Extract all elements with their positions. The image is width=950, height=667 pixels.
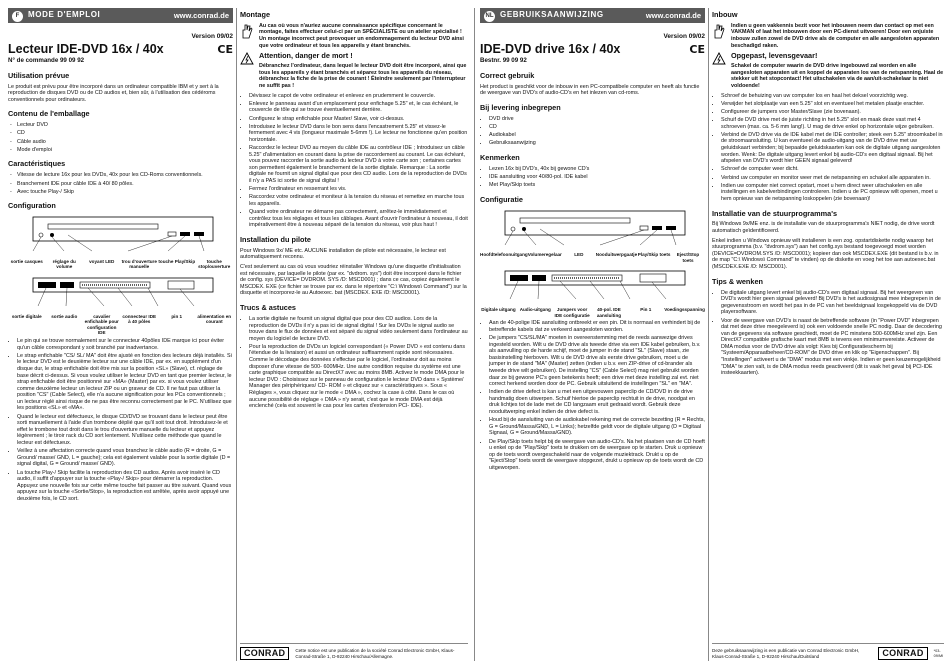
back-label: 40-pol. IDE aansluiting [596,306,622,318]
column-divider [236,8,237,661]
list-item: • Indien uw computer niet correct opstart, moet u hem direct weer uitschakelen en alle instellingen en kabelverbindingen controleren. Indien u de PC opnieuw wilt openen, moet u hem opnieuw van de netspanning loskoppelen (zie bovenaan)! [721,183,944,203]
conrad-logo: CONRAD [878,647,927,660]
dutch-language-badge: NL [484,11,495,22]
front-label: touche Play/Skip [158,258,196,264]
list-item: • Audiokabel [489,132,705,139]
footer-text: Deze gebruiksaanwijzing is een publicatie van Conrad Electronic GmbH, Klaus-Conrad-Straße 1, D-92240 Hirschau/Duitsland [712,647,860,659]
dutch-product-title: IDE-DVD drive 16x / 40x [480,41,621,56]
list-item: • De jumpers "CS/SL/MA" moeten in overeenstemming met de reeds aanwezige drives ingesteld worden. Wilt u de DVD drive als tweede drive via een IDE kabel gebruiken, b.v. als aanvulling op de harde schijf, moet de jumper in de stand "SL" (Slave) staan, zie basisinstelling hierboven. Wilt u de DVD drive als eerste drive gebruiken, moet u de jumper in de stand "MA" (Master) zetten (indien u b.v. een ZIP-drive of cd-brander als tweede drive wilt gebruiken). De instelling "CS" (Cable Select) mag niet gebruikt worden daar ze bij gewone PC's geen betekenis heeft; een drive met deze instelling zal evt. niet correct herkend worden door de PC. Gebruik uitsluitend de instellingen "SL" en "MA". [489,335,705,388]
specs-list [480,166,705,189]
column-divider [708,8,709,661]
section-heading-contents: Bij levering inbegrepen [480,102,561,112]
french-header-bar [8,8,233,23]
list-item: - Vitesse de lecture 16x pour les DVDs, 40x pour les CD-Roms conventionnels. [17,172,233,179]
list-item: - Avec touche Play-/ Skip [17,189,233,196]
list-item: • Lezen 16x bij DVD's, 40x bij gewone CD's [489,166,705,173]
list-item: • Configureer de jumpers voor Master/Slave (zie bovenaan). [721,109,944,116]
list-item: - CD [17,130,233,137]
french-column-1 [8,8,233,660]
section-heading-config: Configuration [8,201,56,211]
tips-list [240,316,468,410]
config-bullets [480,320,705,471]
list-item: • Voor de weergave van DVD's is naast de betreffende software (in "Power DVD" inbegrepen dat met deze drive meegeleverd is) ook een voldoende snelle PC nodig. Daar de decodering van de gegevens via software geschiedt, moet de PC minstens 500-600MHz snel zijn. Een DirectX7 compatible grafische kaart met 8MB is tevens een minimumvereiste. Activeer de DMA modus voor de DVD drive als volgt: Kies bij Configuratiescherm bij "Systeem/Apparaatbeheer/CD-ROM" de DVD drive en klik op "Eigenschappen". Bij "Instellingen" activeert u de "DMA" modus met een vinkje. Indien er geen keuzemogelijkheid "DMA" te zien valt, is de DMA modus reeds geactiveerd (dit is vaak het geval bij PCI-IDE insteekkaarten). [721,318,944,377]
list-item: • Met Play/Skip toets [489,182,705,189]
list-item: • Quand le lecteur est défectueux, le disque CD/DVD se trouvant dans le lecteur peut être sorti manuellement à l'aide d'un trombone déplié que qu'il soit tout droit. Introduisez-le et effet le trombone tout droit dans le trou d'ouverture manuelle du lecteur et appuyez légèrement ; le tiroir rack du CD sort lentement. N'utilisez cette méthode que quand le lecteur est défectueux. [17,414,233,447]
list-item: • Dévissez le capot de votre ordinateur et enlevez en prudemment le couvercle. [249,93,468,100]
drive-front-diagram [480,209,705,264]
back-label: sortie digitale [11,313,42,319]
section-heading-contents: Contenu de l'emballage [8,109,90,119]
dutch-footer [712,643,944,660]
drive-back-diagram [8,274,233,336]
french-product-title: Lecteur IDE-DVD 16x / 40x [8,41,164,56]
expert-warning-text: Indien u geen vakkennis bezit voor het inbouwen neem dan contact op met een VAKMAN of laat het inbouwen door een PC-dienst uitvoeren! Door een onjuiste inbouw zullen zowel de DVD drive als de computer en alle aangesloten apparaten beschadigd raken. [731,22,940,49]
list-item: - Mode d'emploi [17,147,233,154]
use-paragraph: Le produit est prévu pour être incorporé dans un ordinateur compatible IBM et y sert à la reproduction de disques DVD ou de CD audios et, bien sûr, à l'utilisation des cédéroms conventionnels pour ordinateurs. [8,83,219,103]
front-label: Eject/Stop toets [676,252,700,263]
drive-back-diagram [480,267,705,318]
expert-warning-text: Au cas où vous n'auriez aucune connaissance spécifique concernant le montage, faites effectuer celui-ci par un SPÉCIALISTE ou un atelier spécialisé ! Un montage incorrect peut provoquer un endommagement du lecteur DVD ainsi que votre ordinateur et tous les appareils y étant branchés. [259,22,464,49]
driver-paragraph-1: Bij Windows 9x/ME enz. is de installatie van de stuurprogramma's NIET nodig, de drive wordt automatisch geïdentificeerd. [712,221,935,235]
drive-front-diagram [8,215,233,270]
list-item: • Aan de 40-polige IDE aansluiting ontbreekt er een pin. Dit is normaal en verhindert bij de betreffende kabels dat ze verkeerd aangesloten worden. [489,320,705,333]
section-heading-specs: Caractéristiques [8,159,66,169]
front-label: voyant LED [89,258,115,264]
danger-text: Débranchez l'ordinateur, dans lequel le lecteur DVD doit être incorporé, ainsi que tous les appareils y étant branchés et séparez tous les appareils du réseau, débranchez la fiche de la prise de courant ! Éteindre seulement par l'interrupteur ne suffit pas ! [259,63,467,89]
danger-warning [712,52,944,89]
danger-heading: Opgepast, levensgevaar! [731,51,818,61]
front-label: Play/Skip toets [637,252,671,258]
section-heading-driver: Installation du pilote [240,234,311,244]
list-item: - Lecteur DVD [17,122,233,129]
danger-warning [240,52,468,89]
list-item: • De Play/Skip toets helpt bij de weergave van audio-CD's. Na het plaatsen van de CD hoeft u enkel op de "Play/Skip" toets te drukken om de weergave op te starten. Druk u opnieuw op de toets wordt overgeschakeld naar de volgende muziektrack. Drukt u op de "Eject/Stop" toets wordt de weergave stopgezet, drukt u opnieuw op de toets wordt de CD uitgeworpen. [489,439,705,472]
drive-back-illustration [480,267,705,303]
list-item: • Quand votre ordinateur ne démarre pas correctement, arrêtez-le immédiatement et contrôlez tous les réglages et tous les câblages. Avant d'ouvrir l'ordinateur à nouveau, il doit impérativement être à nouveau séparé de la tension du réseau, voir plus haut ! [249,209,468,229]
front-label: Nooduitwerpgaatje [595,252,638,258]
footer-text: Cette notice est une publication de la société Conrad Electronic GmbH, Klaus-Conrad-Straße 1, D-92240 Hirschau/Allemagne. [295,647,455,659]
section-heading-use: Utilisation prévue [8,70,70,80]
ce-mark: CE [689,42,705,56]
list-item: • Configurez le strap enfichable pour Master/ Slave, voir ci-dessus. [249,116,468,123]
section-heading-config: Configuratie [480,194,523,204]
dutch-header-title: GEBRUIKSAANWIJZING [500,9,604,19]
section-heading-tips: Trucs & astuces [240,303,296,313]
back-label: Pin 1 [640,306,652,312]
back-label: pin 1 [171,313,183,319]
lightning-warning-icon [712,52,726,89]
list-item: • Fermez l'ordinateur en resserrant les vis. [249,186,468,193]
driver-paragraph-1: Pour Windows 9x/ ME etc. AUCUNE installation de pilote est nécessaire, le lecteur est automatiquement reconnu. [240,247,446,261]
mount-steps [712,93,944,203]
list-item: • Houd bij de aansluiting van de audiokabel rekening met de correcte bezetting (R = Rechts, G = Ground/Massa/GND, L = Links); hetzelfde geldt voor de digitale uitgang (D = Digitaal Signaal, G = Ground/Massa/GND). [489,417,705,437]
french-footer [240,643,468,660]
ce-mark: CE [217,42,233,56]
french-header-title: MODE D'EMPLOI [28,9,101,19]
french-header-url[interactable]: www.conrad.de [173,10,229,20]
expert-warning [240,23,468,49]
back-label: connecteur IDE à 40 pôles [122,313,157,325]
front-label: trou d'ouverture manuelle [121,258,157,270]
mount-steps [240,93,468,229]
drive-back-illustration [8,274,233,310]
dutch-order-number: Bestnr. 99 09 92 [480,57,527,65]
print-code: *03-09/MI [933,648,944,658]
hand-warning-icon [240,23,254,49]
driver-paragraph-2: Enkel indien u Windows opnieuw wilt installeren is een zog. opstartdiskette nodig waarop het stuurprogramma (b.v. "dvdrom.sys") aan het config.sys bestand toegevoegd moet worden (DEVICE=DVDROM.SYS /D: MSCD001); kopieer dan ook MSCDEX.EXE (dit bestand is b.v. in de map "C:\ Windows\ Command" te vinden) op de diskette en voeg het toe aan autoexec.bat (MSCDEX.EXE /D: MSCD001). [712,237,939,271]
dutch-version: Version 09/02 [663,33,705,40]
section-heading-use: Correct gebruik [480,70,535,80]
list-item: • Raccordez votre ordinateur et moniteur à la tension du réseau et remettez en marche tous les appareils. [249,194,468,207]
list-item: - Branchement IDE pour câble IDE à 40/ 80 pôles. [17,181,233,188]
front-label: réglage du volume [52,258,76,270]
list-item: • Le pin qui se trouve normalement sur le connecteur 40pôles IDE marque ici pour éviter qu'un câble correspondant y soit branché par inadvertance. [17,338,233,351]
dutch-column-1 [480,8,705,660]
column-divider [474,8,475,661]
back-label: Audio-uitgang [519,306,551,312]
front-label: Volumeregelaar [527,252,562,258]
front-label: Hoofdtelefoonuitgang [480,252,528,258]
list-item: • Verwijder het slotplaatje van een 5.25" slot en eventueel het metalen plaatje erachter. [721,101,944,108]
drive-front-illustration [8,215,233,255]
dutch-column-2 [712,8,944,660]
list-item: • Verbind de DVD drive via de IDE kabel met de IDE controller; steek een 5.25" stroomkabel in de stroomaansluiting. U kan eventueel de audio-uitgang van de DVD drive met uw geluidskaart verbinden; bij bepaalde geluidskaarten kan ook de digitale uitgang aangesloten worden. Wenk: De digitale uitgang levert enkel bij audio-CD's een digitaal signaal. Bij het afspelen van DVD's wordt hier GEEN signaal geleverd! [721,132,944,165]
danger-heading: Attention, danger de mort ! [259,51,353,61]
list-item: • Indien de drive defect is kan u met een uitgevouwen paperclip de CD/DVD in de drive handmatig doen uitwerpen. Schuif hiertoe de paperclip rechtuit in de drive, noodgat en druk lichtjes tot de lade met de CD langzaam eruit gedraaid wordt. Gebruik deze nooduitwerping enkel indien de drive defect is. [489,389,705,415]
danger-text: Schakel de computer waarin de DVD drive ingebouwd zal worden en alle aangesloten apparaten uit en koppel de apparaten los van de netspanning. Haal de stekker uit het stopcontact! Het uitschakelen via de aan/uit-schakelaar is niet voldoende! [731,63,944,89]
front-label: LED [574,252,584,258]
list-item: • Schuif de DVD drive met de juiste richting in het 5.25" slot en maak deze vast met 4 schroeven (max. ca. 5-6 mm lang!). U mag de drive enkel op horizontale wijze gebruiken. [721,117,944,130]
config-bullets [8,338,233,503]
tips-list [712,290,944,377]
list-item: • Enlevez le panneau avant d'un emplacement pour enfichage 5.25" et, le cas échéant, le couvercle de tôle qui se trouve éventuellement derrière. [249,101,468,114]
front-label: touche stop/ouverture [198,258,231,270]
list-item: • Le strap enfichable "CS/ SL/ MA" doit être ajusté en fonction des lecteurs déjà installés. Si le lecteur DVD est le deuxième lecteur sur une câble IDE, par ex. en supplément d'un disque dur, le strap enfichable doit être mis sur la position «SL» (Slave), cf. réglage de base décrit ci-dessus. Si vous voulez utiliser le lecteur DVD en tant que premier lecteur, le strap enfichable doit être positionné sur «MA» (Master) par ex. si vous voulez utiliser comme deuxième lecteur un lecteur ZIP ou un graveur de CD. Il ne faut pas utiliser la position "CS" (Cable Select), elle n'a aucune signification pour les PCs conventionnels ; un lecteur réglé ainsi risque de ne pas être reconnu correctement par le PC. N'utilisez que les positions «SL» et «MA». [17,353,233,412]
section-heading-mount: Inbouw [712,10,738,19]
section-heading-tips: Tips & wenken [712,276,763,286]
list-item: • Introduisez le lecteur DVD dans le bon sens dans l'encastrement 5.25" et vissez-le fermement avec 4 vis (longueur maximale 5-6mm !). Le lecteur ne fonctionne qu'en position horizontale. [249,124,468,144]
section-heading-specs: Kenmerken [480,152,520,162]
back-label: Voedingsspanning [664,306,705,312]
section-heading-mount: Montage [240,10,270,19]
conrad-logo: CONRAD [240,647,289,660]
back-label: sortie audio [51,313,78,319]
french-column-2 [240,8,468,660]
list-item: • Raccordez le lecteur DVD au moyen du câble IDE au contrôleur IDE ; Introduisez un câble 5.25" d'alimentation en courant dans la prise de raccordement au courant. Le cas échéant, vous pouvez raccorder la sortie audio du lecteur DVD à votre carte son ; certaines cartes son permettent également le branchement de la sortie digitale. Remarque : La sortie digitale ne fournit un signal digital que pour des CD audio. Lors de la reproduction de DVDs il n'y a PAS ici sortie de signal digital ! [249,145,468,185]
french-language-badge: F [12,11,23,22]
front-label: sortie casques [10,258,43,264]
list-item: - Câble audio [17,139,233,146]
driver-paragraph-2: C'est seulement au cas où vous voudriez réinstaller Windows qu'une disquette d'initialisation est nécessaire, par laquelle le pilote (par ex. "dvdrom. sys") doit être incorporé dans le fichier de config. sys (DEVICE= DVDROM. SYS /D: MSCD001) ; dans ce cas, copiez également le MSCDEX. EXE (ce fichier se trouve par ex. dans le répertoire "C:\ Windows\ Command") sur la disquette et incorporez-le au Autoexec. bat (MSCDEX. EXE /D: MSCD001). [240,264,467,297]
list-item: • La touche Play-/ Skip facilite la reproduction des CD audios. Après avoir inséré le CD audio, il suffit d'appuyer sur la touche «Play-/ Skip» pour démarrer la reproduction. Appuyez une nouvelle fois sur cette même touche fait passer au titre suivant. Quand vous appuyez sur la touche «Sortie/Stop», la reproduction est arrêtée, après avoir appuyé une deuxième fois, le CD sort. [17,470,233,503]
lightning-warning-icon [240,52,254,89]
french-version: Version 09/02 [191,33,233,40]
dutch-header-bar [480,8,705,23]
back-label: Digitale uitgang [481,306,516,312]
use-paragraph: Het product is geschikt voor de inbouw in een PC-compatibele computer en heeft als functie de weergave van DVD's of audio-CD's en het inlezen van cd-roms. [480,83,700,97]
contents-list [480,116,705,147]
hand-warning-icon [712,23,726,49]
back-label: alimentation en courant [197,313,232,325]
specs-list [8,172,233,195]
list-item: • DVD drive [489,116,705,123]
back-label: Jumpers voor IDE configuratie [554,306,590,318]
list-item: • Schroef de computer weer dicht. [721,166,944,173]
list-item: • IDE aansluiting voor 40/80-pol. IDE kabel [489,174,705,181]
list-item: • Gebruiksaanwijzing [489,140,705,147]
drive-front-illustration [480,209,705,249]
list-item: • De digitale uitgang levert enkel bij audio-CD's een digitaal signaal. Bij het weergeven van DVD's wordt hier geen signaal geleverd! Bij DVD's is het audiosignaal mee inbegrepen in de gegevensstroom en wordt het pas in de PC van het beeldsignaal losgekoppeld via de DVD playersoftware. [721,290,944,316]
list-item: • Schroef de behuizing van uw computer los en haal het deksel voorzichtig weg. [721,93,944,100]
french-order-number: N° de commande 99 09 92 [8,57,85,65]
list-item: • CD [489,124,705,131]
contents-list [8,122,233,153]
list-item: • Pour la reproduction de DVDs un logiciel correspondant (« Power DVD » est contenu dans l'étendue de la livraison) et aussi un ordinateur suffisamment rapide sont nécessaires. Comme le décodage des données s'effectue par le logiciel, l'ordinateur doit au moins disposer d'une vitesse de 500- 600MHz. Une autre condition requise du système est une carte graphique compatible au DirectX7 avec au moins 8MB. Activez le mode DMA pour le lecteur DVD : Choisissez sur le panneau de configuration le lecteur DVD dans « Système/ Manager des périphériques/ CD- ROM » et cliquez sur « caractéristiques ». Sous « Réglages », vous cliquez sur le mode « DMA », cochez la case à côté. Dans le cas où aucune possibilité de réglage « DMA » n'y serait, c'est que le mode DMA est déjà enclenché (cela est souvent le cas pour les cartes d'extension PCI- IDE). [249,344,468,410]
list-item: • Veillez à une affectation correcte quand vous branchez le câble audio (R = droite, G = Ground/ masse/ GND, L = gauche); cela est également valable pour la sortie digitale (D = signal digital, G = Ground/ masse/ GND). [17,448,233,468]
dutch-header-url[interactable]: www.conrad.de [645,10,701,20]
list-item: • La sortie digitale ne fournit un signal digital que pour des CD audios. Lors de la reproduction de DVDs il n'y a pas ici de signal digital ! Sur les DVDs le signal audio se trouve dans le flux de données et est séparé du signal vidéo seulement dans l'ordinateur au moyen du logiciel de lecture DVD. [249,316,468,342]
expert-warning [712,23,944,49]
back-label: cavalier enfichable pour configuration IDE [84,313,119,336]
list-item: • Verbind uw computer en monitor weer met de netspanning en schakel alle apparaten in. [721,175,944,182]
section-heading-driver: Installatie van de stuurprogramma's [712,208,838,218]
